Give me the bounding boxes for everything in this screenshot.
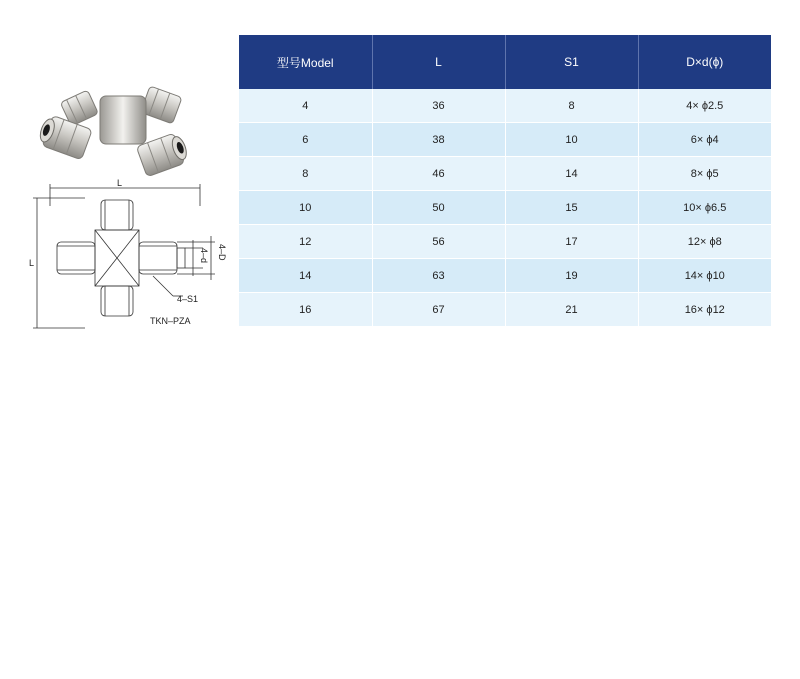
table-header-row <box>239 35 771 89</box>
header-l: L <box>372 35 505 89</box>
table-row <box>239 191 771 225</box>
cell-l: 46 <box>372 157 505 191</box>
cell-model: 8 <box>239 157 372 191</box>
product-photo <box>28 58 208 178</box>
cell-dxd: 14× ϕ10 <box>638 259 771 293</box>
cell-model: 10 <box>239 191 372 225</box>
table-row <box>239 225 771 259</box>
dim-small-d-label: 4–d <box>199 248 209 264</box>
header-s1: S1 <box>505 35 638 89</box>
cell-model: 14 <box>239 259 372 293</box>
header-model: 型号Model <box>239 35 372 89</box>
table-row <box>239 157 771 191</box>
cell-s1: 21 <box>505 293 638 327</box>
model-code-label: TKN–PZA <box>150 316 191 326</box>
cell-s1: 17 <box>505 225 638 259</box>
cell-dxd: 10× ϕ6.5 <box>638 191 771 225</box>
cell-model: 16 <box>239 293 372 327</box>
cell-l: 38 <box>372 123 505 157</box>
cell-s1: 19 <box>505 259 638 293</box>
spec-table <box>239 35 771 327</box>
dim-top-label: L <box>117 178 123 188</box>
cell-model: 12 <box>239 225 372 259</box>
cell-s1: 10 <box>505 123 638 157</box>
table-row <box>239 259 771 293</box>
cell-l: 56 <box>372 225 505 259</box>
header-dxd: D×d(ϕ) <box>638 35 771 89</box>
cell-model: 6 <box>239 123 372 157</box>
dim-big-d-label: 4–D <box>217 244 227 261</box>
cell-dxd: 16× ϕ12 <box>638 293 771 327</box>
cell-s1: 14 <box>505 157 638 191</box>
cell-l: 63 <box>372 259 505 293</box>
cell-dxd: 12× ϕ8 <box>638 225 771 259</box>
cell-l: 50 <box>372 191 505 225</box>
cell-model: 4 <box>239 89 372 123</box>
table-row <box>239 123 771 157</box>
cell-dxd: 4× ϕ2.5 <box>638 89 771 123</box>
cell-l: 36 <box>372 89 505 123</box>
dim-left-label: L <box>29 258 35 268</box>
callout-label: 4–S1 <box>177 294 199 304</box>
technical-drawing <box>25 178 225 333</box>
cell-s1: 15 <box>505 191 638 225</box>
table-row <box>239 89 771 123</box>
cell-dxd: 8× ϕ5 <box>638 157 771 191</box>
table-row <box>239 293 771 327</box>
cell-dxd: 6× ϕ4 <box>638 123 771 157</box>
cell-l: 67 <box>372 293 505 327</box>
cell-s1: 8 <box>505 89 638 123</box>
